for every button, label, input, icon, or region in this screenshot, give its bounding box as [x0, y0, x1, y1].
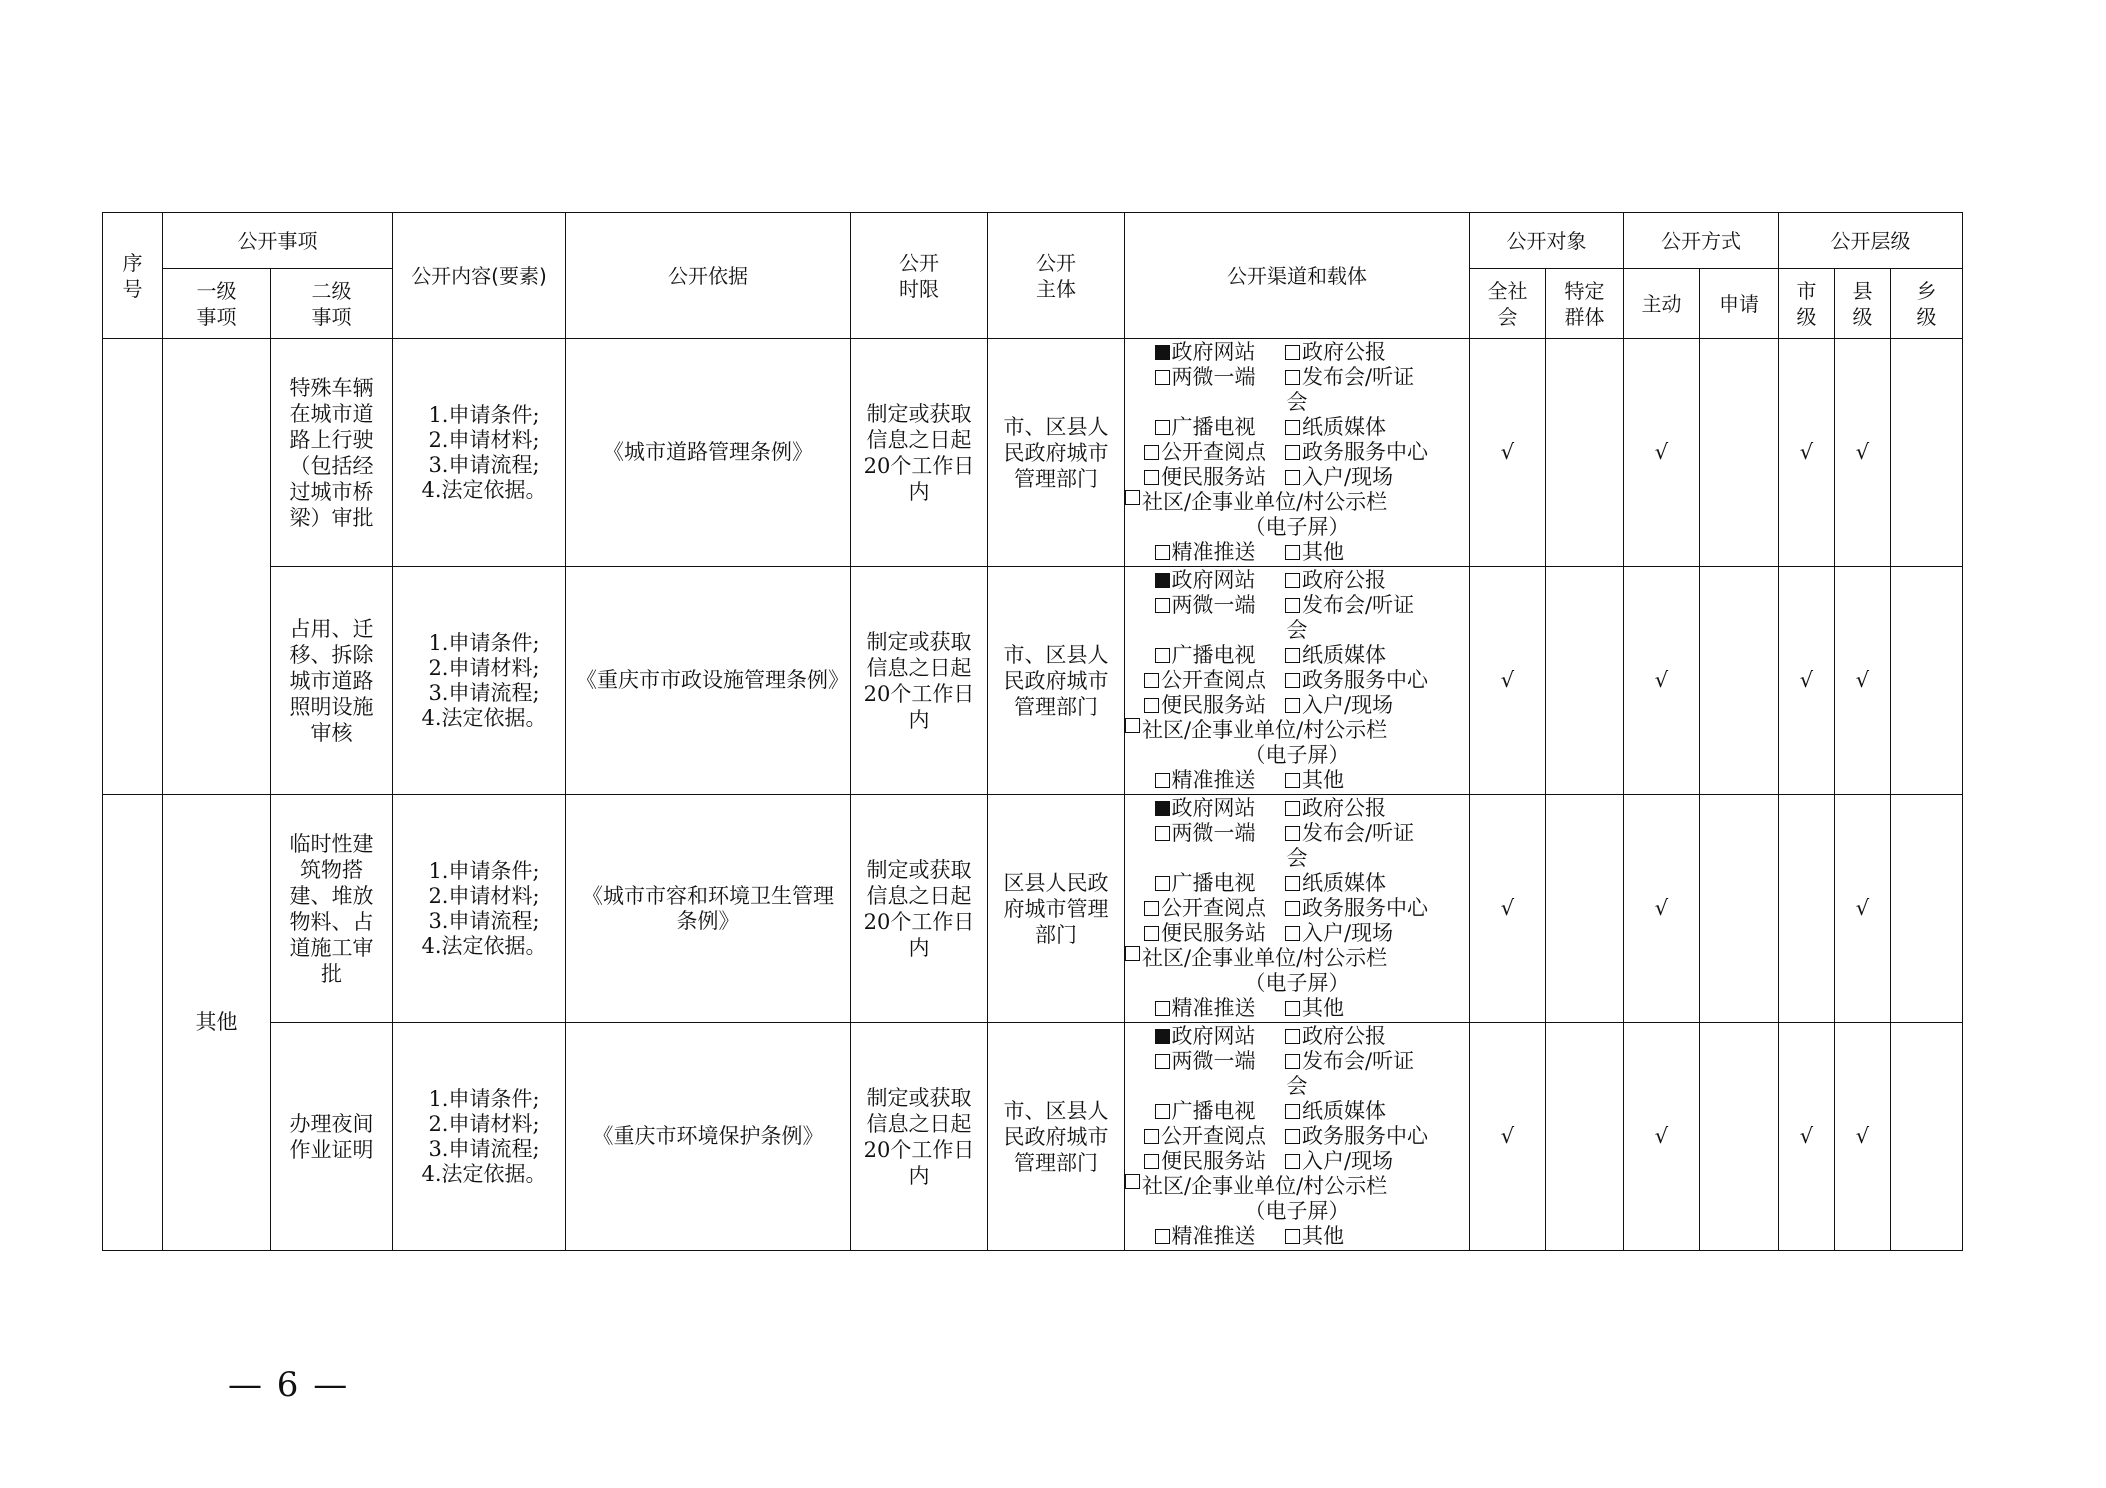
target-all-mark: √	[1470, 1023, 1546, 1251]
target-all-mark: √	[1470, 795, 1546, 1023]
channels-cell: 政府网站 政府公报 两微一端 发布会/听证 会 广播电视 纸质媒体 公开查阅点 政务服务中心 便民服务站 入户/现场 社区/企事业单位/村公示栏 （电子屏） 精准推送 其他	[1125, 795, 1470, 1023]
level-town-mark	[1891, 795, 1963, 1023]
content-cell: 1.申请条件; 2.申请材料; 3.申请流程; 4.法定依据。	[393, 567, 566, 795]
header-target-all: 全社会	[1470, 269, 1546, 339]
checkbox-icon	[1285, 445, 1300, 460]
checkbox-icon	[1285, 420, 1300, 435]
checked-box-icon	[1155, 1029, 1170, 1044]
target-specific-mark	[1546, 339, 1624, 567]
target-all-mark: √	[1470, 567, 1546, 795]
level-county-mark: √	[1835, 339, 1891, 567]
header-method-apply: 申请	[1700, 269, 1779, 339]
checkbox-icon	[1285, 1129, 1300, 1144]
level-city-mark: √	[1779, 567, 1835, 795]
level2-cell: 特殊车辆在城市道路上行驶（包括经过城市桥梁）审批	[271, 339, 393, 567]
table-row	[103, 795, 1963, 1023]
level-city-mark: √	[1779, 339, 1835, 567]
checkbox-icon	[1285, 1054, 1300, 1069]
header-subject: 公开主体	[988, 213, 1125, 339]
checkbox-icon	[1155, 545, 1170, 560]
method-apply-mark	[1700, 339, 1779, 567]
target-specific-mark	[1546, 567, 1624, 795]
method-active-mark: √	[1624, 567, 1700, 795]
checkbox-icon	[1285, 926, 1300, 941]
time-limit-cell: 制定或获取信息之日起20个工作日内	[851, 567, 988, 795]
header-level: 公开层级	[1779, 213, 1963, 269]
header-content: 公开内容(要素)	[393, 213, 566, 339]
checkbox-icon	[1285, 598, 1300, 613]
checkbox-icon	[1155, 876, 1170, 891]
checkbox-icon	[1125, 946, 1140, 961]
checkbox-icon	[1155, 1104, 1170, 1119]
table-row	[103, 1023, 1963, 1251]
level-county-mark: √	[1835, 567, 1891, 795]
header-seq: 序号	[103, 213, 163, 339]
method-apply-mark	[1700, 795, 1779, 1023]
checkbox-icon	[1285, 876, 1300, 891]
checkbox-icon	[1144, 901, 1159, 916]
target-all-mark: √	[1470, 339, 1546, 567]
level1-cell: 其他	[163, 795, 271, 1251]
header-level1: 一级事项	[163, 269, 271, 339]
subject-cell: 市、区县人民政府城市管理部门	[988, 339, 1125, 567]
checkbox-icon	[1285, 470, 1300, 485]
target-specific-mark	[1546, 1023, 1624, 1251]
header-time-limit: 公开时限	[851, 213, 988, 339]
subject-cell: 区县人民政府城市管理部门	[988, 795, 1125, 1023]
header-method: 公开方式	[1624, 213, 1779, 269]
level-town-mark	[1891, 567, 1963, 795]
checkbox-icon	[1144, 1154, 1159, 1169]
header-target-specific: 特定群体	[1546, 269, 1624, 339]
checkbox-icon	[1285, 801, 1300, 816]
header-level2: 二级事项	[271, 269, 393, 339]
basis-cell: 《重庆市环境保护条例》	[566, 1023, 851, 1251]
checkbox-icon	[1155, 826, 1170, 841]
time-limit-cell: 制定或获取信息之日起20个工作日内	[851, 1023, 988, 1251]
checkbox-icon	[1144, 1129, 1159, 1144]
header-level-town: 乡级	[1891, 269, 1963, 339]
content-cell: 1.申请条件; 2.申请材料; 3.申请流程; 4.法定依据。	[393, 339, 566, 567]
checkbox-icon	[1285, 648, 1300, 663]
checkbox-icon	[1144, 445, 1159, 460]
method-active-mark: √	[1624, 339, 1700, 567]
target-specific-mark	[1546, 795, 1624, 1023]
checkbox-icon	[1285, 1154, 1300, 1169]
checkbox-icon	[1144, 698, 1159, 713]
header-method-active: 主动	[1624, 269, 1700, 339]
level2-cell: 占用、迁移、拆除城市道路照明设施审核	[271, 567, 393, 795]
channels-cell: 政府网站 政府公报 两微一端 发布会/听证 会 广播电视 纸质媒体 公开查阅点 政务服务中心 便民服务站 入户/现场 社区/企事业单位/村公示栏 （电子屏） 精准推送 其他	[1125, 567, 1470, 795]
level-town-mark	[1891, 339, 1963, 567]
seq-cell	[103, 795, 163, 1251]
checkbox-icon	[1155, 648, 1170, 663]
checkbox-icon	[1285, 1029, 1300, 1044]
channels-cell: 政府网站 政府公报 两微一端 发布会/听证 会 广播电视 纸质媒体 公开查阅点 政务服务中心 便民服务站 入户/现场 社区/企事业单位/村公示栏 （电子屏） 精准推送 其他	[1125, 339, 1470, 567]
level-county-mark: √	[1835, 1023, 1891, 1251]
header-level-county: 县级	[1835, 269, 1891, 339]
checkbox-icon	[1155, 598, 1170, 613]
checkbox-icon	[1144, 926, 1159, 941]
time-limit-cell: 制定或获取信息之日起20个工作日内	[851, 339, 988, 567]
checkbox-icon	[1285, 901, 1300, 916]
basis-cell: 《城市市容和环境卫生管理条例》	[566, 795, 851, 1023]
method-apply-mark	[1700, 1023, 1779, 1251]
checkbox-icon	[1144, 673, 1159, 688]
checkbox-icon	[1285, 673, 1300, 688]
checkbox-icon	[1155, 420, 1170, 435]
checkbox-icon	[1285, 545, 1300, 560]
level-city-mark	[1779, 795, 1835, 1023]
checkbox-icon	[1125, 718, 1140, 733]
header-channels: 公开渠道和载体	[1125, 213, 1470, 339]
basis-cell: 《重庆市市政设施管理条例》	[566, 567, 851, 795]
method-active-mark: √	[1624, 1023, 1700, 1251]
checkbox-icon	[1155, 1229, 1170, 1244]
method-apply-mark	[1700, 567, 1779, 795]
checked-box-icon	[1155, 573, 1170, 588]
checkbox-icon	[1285, 698, 1300, 713]
level-county-mark: √	[1835, 795, 1891, 1023]
level-town-mark	[1891, 1023, 1963, 1251]
content-cell: 1.申请条件; 2.申请材料; 3.申请流程; 4.法定依据。	[393, 795, 566, 1023]
channels-cell: 政府网站 政府公报 两微一端 发布会/听证 会 广播电视 纸质媒体 公开查阅点 政务服务中心 便民服务站 入户/现场 社区/企事业单位/村公示栏 （电子屏） 精准推送 其他	[1125, 1023, 1470, 1251]
table-row	[103, 567, 1963, 795]
seq-cell	[103, 339, 163, 795]
method-active-mark: √	[1624, 795, 1700, 1023]
checkbox-icon	[1285, 826, 1300, 841]
checkbox-icon	[1285, 773, 1300, 788]
checkbox-icon	[1285, 345, 1300, 360]
page-number: — 6 —	[228, 1365, 350, 1405]
level2-cell: 临时性建筑物搭建、堆放物料、占道施工审批	[271, 795, 393, 1023]
disclosure-table	[102, 212, 1963, 1251]
header-target: 公开对象	[1470, 213, 1624, 269]
checkbox-icon	[1285, 573, 1300, 588]
time-limit-cell: 制定或获取信息之日起20个工作日内	[851, 795, 988, 1023]
level1-cell	[163, 339, 271, 795]
table-row	[103, 339, 1963, 567]
level2-cell: 办理夜间作业证明	[271, 1023, 393, 1251]
checkbox-icon	[1285, 1104, 1300, 1119]
header-level-city: 市级	[1779, 269, 1835, 339]
checkbox-icon	[1155, 1001, 1170, 1016]
header-matter: 公开事项	[163, 213, 393, 269]
checkbox-icon	[1125, 490, 1140, 505]
checkbox-icon	[1155, 1054, 1170, 1069]
header-basis: 公开依据	[566, 213, 851, 339]
content-cell: 1.申请条件; 2.申请材料; 3.申请流程; 4.法定依据。	[393, 1023, 566, 1251]
subject-cell: 市、区县人民政府城市管理部门	[988, 567, 1125, 795]
checkbox-icon	[1285, 1001, 1300, 1016]
checked-box-icon	[1155, 345, 1170, 360]
checkbox-icon	[1155, 370, 1170, 385]
checked-box-icon	[1155, 801, 1170, 816]
level-city-mark: √	[1779, 1023, 1835, 1251]
checkbox-icon	[1155, 773, 1170, 788]
checkbox-icon	[1285, 1229, 1300, 1244]
subject-cell: 市、区县人民政府城市管理部门	[988, 1023, 1125, 1251]
checkbox-icon	[1144, 470, 1159, 485]
checkbox-icon	[1125, 1174, 1140, 1189]
checkbox-icon	[1285, 370, 1300, 385]
basis-cell: 《城市道路管理条例》	[566, 339, 851, 567]
